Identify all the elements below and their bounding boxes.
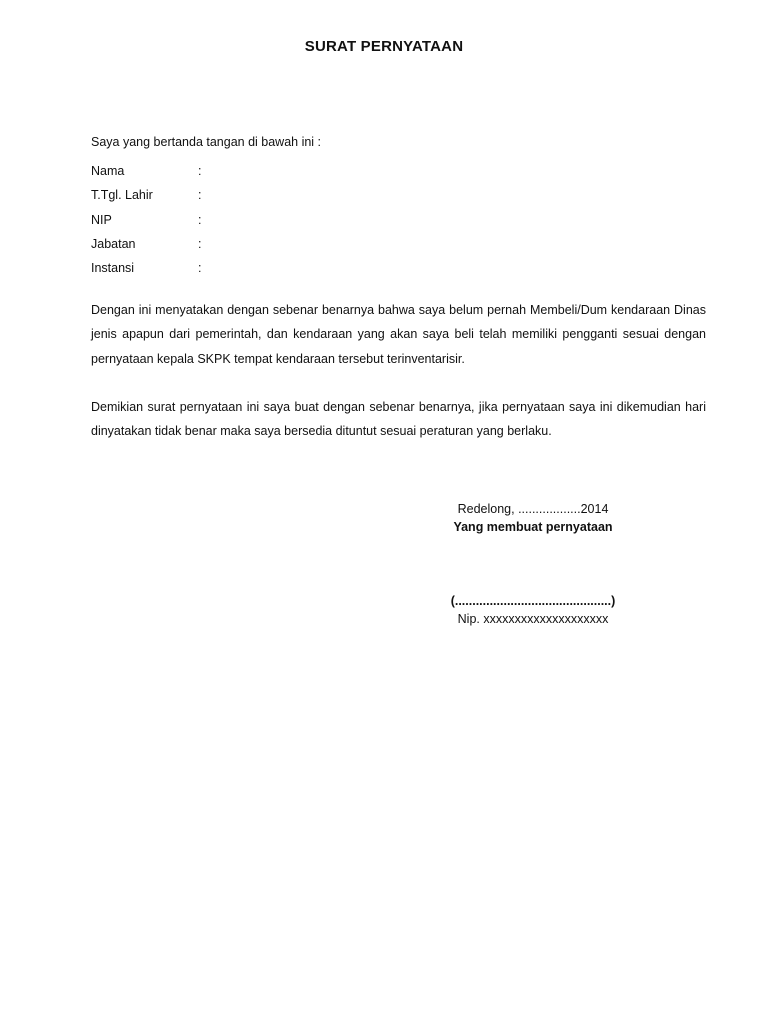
closing-paragraph: Demikian surat pernyataan ini saya buat dengan sebenar benarnya, jika pernyataan saya ini dikemudian hari dinyatakan tidak benar maka saya bersedia dituntut sesuai peraturan yang berlaku.	[91, 400, 706, 439]
signature-name-line: (.............................................)	[450, 594, 616, 608]
field-separator: :	[198, 212, 202, 227]
signature-role: Yang membuat pernyataan	[453, 520, 613, 534]
field-row-instansi	[91, 256, 201, 280]
signature-nip: Nip. xxxxxxxxxxxxxxxxxxxx	[457, 612, 609, 626]
field-row-nama	[91, 159, 201, 183]
field-separator: :	[198, 164, 202, 179]
field-label: Jabatan	[91, 237, 136, 252]
field-label: T.Tgl. Lahir	[91, 188, 153, 203]
statement-paragraph: Dengan ini menyatakan dengan sebenar benarnya bahwa saya belum pernah Membeli/Dum kendaraan Dinas jenis apapun dari pemerintah, dan kendaraan yang akan saya beli telah memiliki pengganti sesuai dengan pernyataan kepala SKPK tempat kendaraan tersebut terinventarisir.	[91, 303, 706, 366]
field-row-ttl	[91, 183, 201, 207]
intro-text: Saya yang bertanda tangan di bawah ini :	[91, 135, 322, 149]
document-title: SURAT PERNYATAAN	[304, 38, 464, 55]
field-separator: :	[198, 261, 202, 276]
signature-place-date: Redelong, ..................2014	[457, 502, 609, 516]
identity-fields	[91, 159, 201, 280]
field-row-nip	[91, 208, 201, 232]
field-row-jabatan	[91, 232, 201, 256]
field-label: Nama	[91, 164, 125, 179]
field-label: Instansi	[91, 261, 135, 276]
field-separator: :	[198, 237, 202, 252]
field-separator: :	[198, 188, 202, 203]
field-label: NIP	[91, 212, 112, 227]
